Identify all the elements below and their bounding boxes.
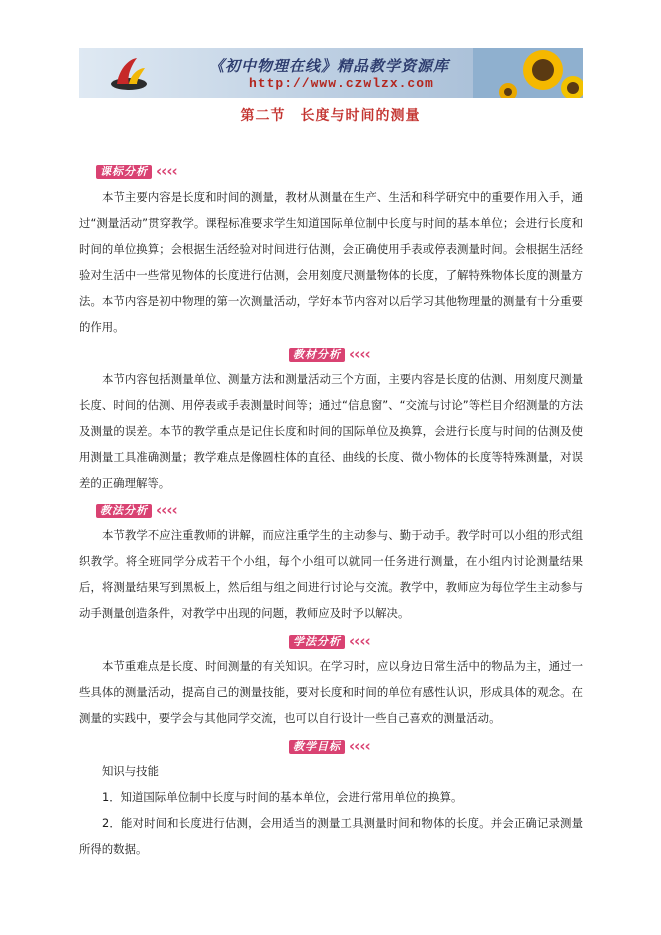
section-label-textbook xyxy=(289,347,370,362)
objective-item: 1．知道国际单位制中长度与时间的基本单位，会进行常用单位的换算。 xyxy=(102,790,463,804)
section-label-curriculum xyxy=(96,164,177,179)
objective-item: 2．能对时间和长度进行估测，会用适当的测量工具测量时间和物体的长度。并会正确记录测量所得的数据。 xyxy=(79,816,583,856)
section-paragraph: 本节主要内容是长度和时间的测量，教材从测量在生产、生活和科学研究中的重要作用入手，通过“测量活动”贯穿教学。课程标准要求学生知道国际单位制中长度与时间的基本单位；会进行长度和时间的单位换算；会根据生活经验对时间进行估测，会正确使用手表或停表测量时间。会根据生活经验对生活中一些常见物体的长度进行估测，会用刻度尺测量物体的长度，了解特殊物体长度的测量方法。本节内容是初中物理的第一次测量活动，学好本节内容对以后学习其他物理量的测量有十分重要的作用。 xyxy=(79,190,583,334)
page-title: 第二节 长度与时间的测量 xyxy=(240,108,421,124)
section-paragraph: 本节教学不应注重教师的讲解，而应注重学生的主动参与、勤于动手。教学时可以小组的形式组织教学。将全班同学分成若干个小组，每个小组可以就同一任务进行测量，在小组内讨论测量结果后，将测量结果写到黑板上，然后组与组之间进行讨论与交流。教学中，教师应为每位学生主动参与动手测量创造条件，对教学中出现的问题，教师应及时予以解决。 xyxy=(79,528,583,620)
sunflower-icon xyxy=(473,48,583,98)
section-label-teaching-method xyxy=(96,503,177,518)
chevron-arrows-icon: ‹‹‹‹ xyxy=(349,345,370,363)
chevron-arrows-icon: ‹‹‹‹ xyxy=(156,501,177,519)
section-label-learning-method xyxy=(289,634,370,649)
section-label-text: 教学目标 xyxy=(289,740,345,754)
chevron-arrows-icon: ‹‹‹‹ xyxy=(349,632,370,650)
banner-url: http://www.czwlzx.com xyxy=(249,76,434,91)
section-label-text: 学法分析 xyxy=(289,635,345,649)
header-banner xyxy=(79,48,583,98)
banner-title: 《初中物理在线》精品教学资源库 xyxy=(209,57,450,75)
objectives-heading: 知识与技能 xyxy=(102,764,159,778)
logo-icon xyxy=(109,54,149,94)
section-label-objectives xyxy=(289,739,370,754)
section-paragraph: 本节内容包括测量单位、测量方法和测量活动三个方面，主要内容是长度的估测、用刻度尺测量长度、时间的估测、用停表或手表测量时间等；通过“信息窗”、“交流与讨论”等栏目介绍测量的方法及测量的误差。本节的教学重点是记住长度和时间的国际单位及换算，会进行长度与时间的估测及使用测量工具准确测量；教学难点是像圆柱体的直径、曲线的长度、微小物体的长度等特殊测量，对误差的正确理解等。 xyxy=(79,372,583,490)
section-label-text: 教材分析 xyxy=(289,348,345,362)
section-paragraph: 本节重难点是长度、时间测量的有关知识。在学习时，应以身边日常生活中的物品为主，通过一些具体的测量活动，提高自己的测量技能，要对长度和时间的单位有感性认识，形成具体的观念。在测量的实践中，要学会与其他同学交流，也可以自行设计一些自己喜欢的测量活动。 xyxy=(79,659,583,725)
chevron-arrows-icon: ‹‹‹‹ xyxy=(156,162,177,180)
section-label-text: 教法分析 xyxy=(96,504,152,518)
section-label-text: 课标分析 xyxy=(96,165,152,179)
chevron-arrows-icon: ‹‹‹‹ xyxy=(349,737,370,755)
